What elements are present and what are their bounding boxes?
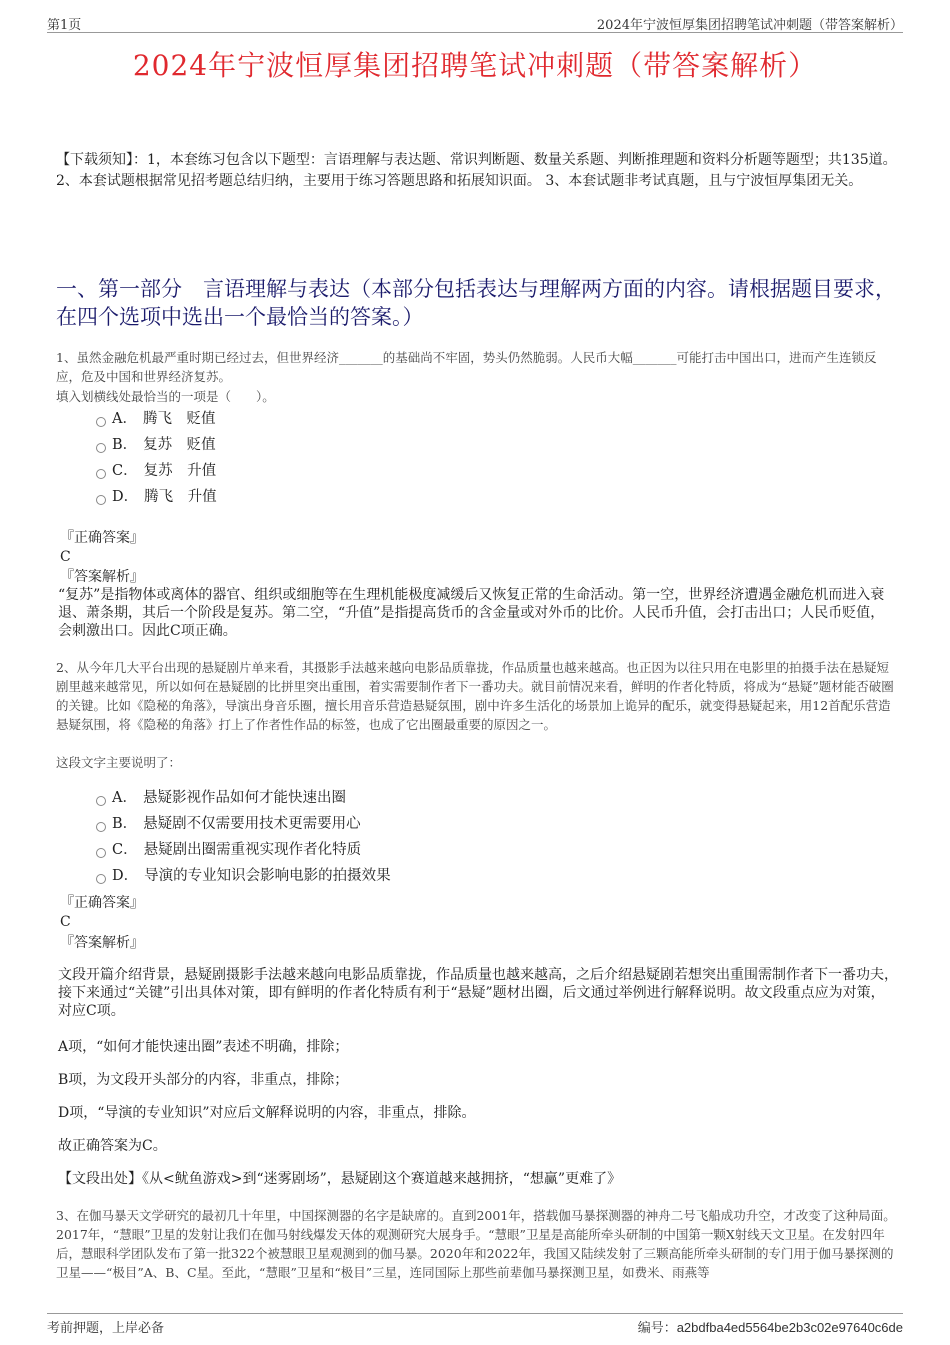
analysis-option-a: A项，“如何才能快速出圈”表述不明确，排除； xyxy=(58,1039,349,1055)
download-notice: 【下载须知】：1，本套练习包含以下题型：言语理解与表达题、常识判断题、数量关系题、判断推理题和资料分析题等题型；共135道。 2、本套试题根据常见招考题总结归纳，主要用于练习答题思路和拓展知识面。 3、本套试题非考试真题，且与宁波恒厚集团无关。 xyxy=(56,152,897,189)
radio-icon[interactable] xyxy=(96,495,106,505)
option-c[interactable]: C． 复苏 升值 xyxy=(96,458,796,484)
analysis-option-b: B项，为文段开头部分的内容，非重点，排除； xyxy=(58,1072,349,1088)
section-heading: 一、第一部分 言语理解与表达（本部分包括表达与理解两方面的内容。请根据题目要求，在四个选项中选出一个最恰当的答案。） xyxy=(56,277,896,329)
option-a[interactable]: A． 腾飞 贬值 xyxy=(96,406,796,432)
question-2-options xyxy=(96,785,796,889)
question-1-prompt: 填入划横线处最恰当的一项是（ ）。 xyxy=(56,389,275,404)
option-c[interactable]: C． 悬疑剧出圈需重视实现作者化特质 xyxy=(96,837,796,863)
question-1-stem: 1、虽然金融危机最严重时期已经过去，但世界经济_______的基础尚不牢固，势头仍然脆弱。人民币大幅_______可能打击中国出口，进而产生连锁反应，危及中国和世界经济复苏。 xyxy=(56,350,877,384)
question-2-stem: 2、从今年几大平台出现的悬疑剧片单来看，其摄影手法越来越向电影品质靠拢，作品质量也越来越高。也正因为以往只用在电影里的拍摄手法在悬疑短剧里越来越常见，所以如何在悬疑剧的比拼里突出重围，着实需要制作者下一番功夫。就目前情况来看，鲜明的作者化特质，将成为“悬疑”题材能否破圈的关键。比如《隐秘的角落》，导演出身音乐圈，擅长用音乐营造悬疑氛围，剧中许多生活化的场景加上诡异的配乐，就变得悬疑起来，用12首配乐营造悬疑氛围，将《隐秘的角落》打上了作者性作品的标签，也成了它出圈最重要的原因之一。 xyxy=(56,660,894,732)
answer-value: C xyxy=(60,549,71,565)
radio-icon[interactable] xyxy=(96,848,106,858)
source-citation: 【文段出处】《从<鱿鱼游戏>到“迷雾剧场”，悬疑剧这个赛道越来越拥挤，“想赢”更难了》 xyxy=(58,1171,622,1187)
answer-value: C xyxy=(60,914,71,930)
radio-icon[interactable] xyxy=(96,469,106,479)
option-d[interactable]: D． 腾飞 升值 xyxy=(96,484,796,510)
analysis-label: 『答案解析』 xyxy=(60,569,144,585)
page-header xyxy=(47,12,903,33)
question-3-stem: 3、在伽马暴天文学研究的最初几十年里，中国探测器的名字是缺席的。直到2001年，搭载伽马暴探测器的神舟二号飞船成功升空，才改变了这种局面。2017年，“慧眼”卫星的发射让我们在伽马射线爆发天体的观测研究大展身手。“慧眼”卫星是高能所牵头研制的中国第一颗X射线天文卫星。在发射四年后，慧眼科学团队发布了第一批322个被慧眼卫星观测到的伽马暴。2020年和2022年，我国又陆续发射了三颗高能所牵头研制的专门用于伽马暴探测的卫星——“极目”A、B、C星。至此，“慧眼”卫星和“极目”三星，连同国际上那些前辈伽马暴探测卫星，如费米、雨燕等 xyxy=(56,1208,896,1280)
analysis-text: “复苏”是指物体或离体的器官、组织或细胞等在生理机能极度减缓后又恢复正常的生命活动。第一空，世界经济遭遇金融危机而进入衰退、萧条期，其后一个阶段是复苏。第二空，“升值”是指提高货币的含金量或对外币的比价。人民币升值，会打击出口；人民币贬值，会刺激出口。因此C项正确。 xyxy=(58,587,885,639)
analysis-conclusion: 故正确答案为C。 xyxy=(58,1138,167,1154)
option-b[interactable]: B． 复苏 贬值 xyxy=(96,432,796,458)
answer-label: 『正确答案』 xyxy=(60,530,144,546)
radio-icon[interactable] xyxy=(96,874,106,884)
footer-doc-id: 编号：a2bdfba4ed5564be2b3c02e97640c6de xyxy=(637,1320,903,1335)
option-a[interactable]: A． 悬疑影视作品如何才能快速出圈 xyxy=(96,785,796,811)
footer-slogan: 考前押题，上岸必备 xyxy=(47,1321,165,1336)
question-2-prompt: 这段文字主要说明了： xyxy=(56,755,182,770)
radio-icon[interactable] xyxy=(96,417,106,427)
analysis-text: 文段开篇介绍背景，悬疑剧摄影手法越来越向电影品质靠拢，作品质量也越来越高，之后介绍悬疑剧若想突出重围需制作者下一番功夫，接下来通过“关键”引出具体对策，即有鲜明的作者化特质有利于“悬疑”题材出圈，后文通过举例进行解释说明。故文段重点应为对策，对应C项。 xyxy=(58,967,898,1019)
page-number: 第1页 xyxy=(47,18,82,33)
page-footer xyxy=(47,1313,903,1336)
page-title: 2024年宁波恒厚集团招聘笔试冲刺题（带答案解析） xyxy=(132,49,818,82)
answer-label: 『正确答案』 xyxy=(60,895,144,911)
question-1-options xyxy=(96,406,796,510)
option-b[interactable]: B． 悬疑剧不仅需要用技术更需要用心 xyxy=(96,811,796,837)
analysis-label: 『答案解析』 xyxy=(60,935,144,951)
analysis-option-d: D项，“导演的专业知识”对应后文解释说明的内容，非重点，排除。 xyxy=(58,1105,476,1121)
radio-icon[interactable] xyxy=(96,822,106,832)
radio-icon[interactable] xyxy=(96,796,106,806)
header-doc-title: 2024年宁波恒厚集团招聘笔试冲刺题（带答案解析） xyxy=(596,18,903,33)
radio-icon[interactable] xyxy=(96,443,106,453)
option-d[interactable]: D． 导演的专业知识会影响电影的拍摄效果 xyxy=(96,863,796,889)
